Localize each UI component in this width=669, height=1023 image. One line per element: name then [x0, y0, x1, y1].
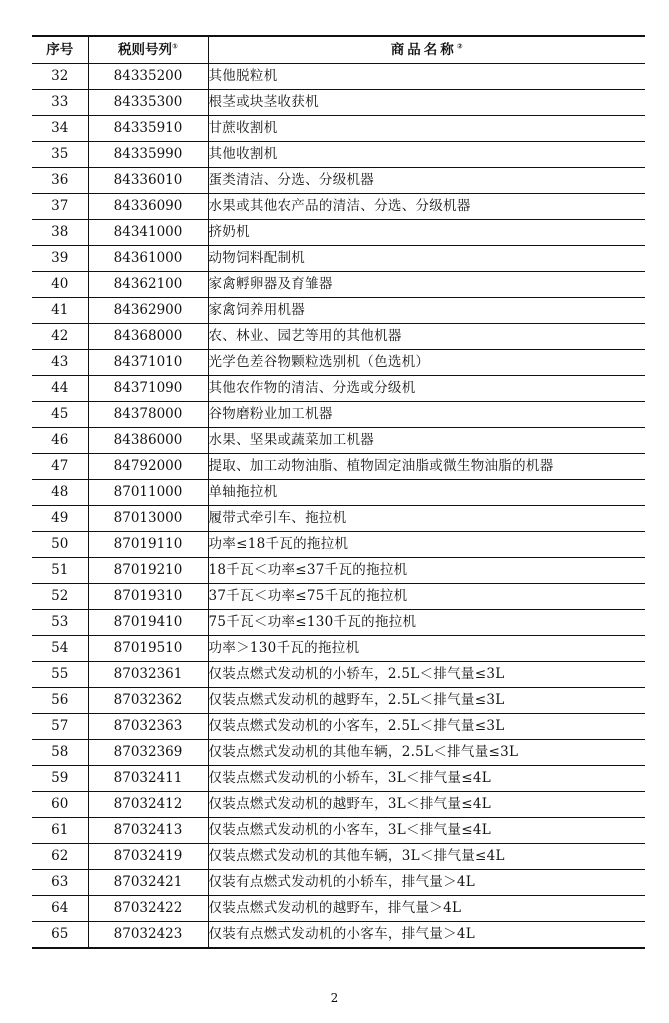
- commodity-name-cell: 谷物磨粉业加工机器: [208, 402, 645, 428]
- serial-number-cell: 43: [32, 350, 88, 376]
- footnote-marker-1: ①: [172, 42, 178, 50]
- serial-number-cell: 58: [32, 740, 88, 766]
- table-row: [32, 922, 645, 949]
- commodity-name-cell: 家禽孵卵器及育雏器: [208, 272, 645, 298]
- table-row: [32, 142, 645, 168]
- tariff-code-cell: 87032361: [88, 662, 208, 688]
- tariff-code-cell: 87032411: [88, 766, 208, 792]
- commodity-name-cell: 履带式牵引车、拖拉机: [208, 506, 645, 532]
- serial-number-cell: 56: [32, 688, 88, 714]
- serial-number-cell: 40: [32, 272, 88, 298]
- tariff-code-cell: 84341000: [88, 220, 208, 246]
- table-row: [32, 844, 645, 870]
- table-row: [32, 506, 645, 532]
- commodity-name-cell: 仅装点燃式发动机的越野车，3L＜排气量≤4L: [208, 792, 645, 818]
- commodity-name-cell: 18千瓦＜功率≤37千瓦的拖拉机: [208, 558, 645, 584]
- serial-number-cell: 41: [32, 298, 88, 324]
- serial-number-cell: 38: [32, 220, 88, 246]
- serial-number-cell: 45: [32, 402, 88, 428]
- commodity-name-cell: 仅装点燃式发动机的越野车，排气量＞4L: [208, 896, 645, 922]
- serial-number-cell: 57: [32, 714, 88, 740]
- tariff-code-cell: 87032362: [88, 688, 208, 714]
- serial-number-cell: 42: [32, 324, 88, 350]
- commodity-name-cell: 仅装点燃式发动机的越野车，2.5L＜排气量≤3L: [208, 688, 645, 714]
- table-row: [32, 766, 645, 792]
- table-row: [32, 220, 645, 246]
- commodity-name-cell: 仅装点燃式发动机的小客车，2.5L＜排气量≤3L: [208, 714, 645, 740]
- tariff-code-cell: 87019410: [88, 610, 208, 636]
- commodity-name-cell: 仅装点燃式发动机的小客车，3L＜排气量≤4L: [208, 818, 645, 844]
- serial-number-cell: 54: [32, 636, 88, 662]
- serial-number-cell: 51: [32, 558, 88, 584]
- table-row: [32, 324, 645, 350]
- serial-number-cell: 48: [32, 480, 88, 506]
- commodity-name-cell: 动物饲料配制机: [208, 246, 645, 272]
- table-row: [32, 792, 645, 818]
- table-row: [32, 168, 645, 194]
- tariff-code-cell: 84386000: [88, 428, 208, 454]
- table-row: [32, 298, 645, 324]
- tariff-code-cell: 87032412: [88, 792, 208, 818]
- header-commodity-name: [208, 36, 645, 64]
- tariff-code-cell: 87032423: [88, 922, 208, 949]
- commodity-name-cell: 农、林业、园艺等用的其他机器: [208, 324, 645, 350]
- table-row: [32, 870, 645, 896]
- serial-number-cell: 59: [32, 766, 88, 792]
- table-row: [32, 532, 645, 558]
- table-row: [32, 896, 645, 922]
- serial-number-cell: 64: [32, 896, 88, 922]
- serial-number-cell: 46: [32, 428, 88, 454]
- serial-number-cell: 60: [32, 792, 88, 818]
- tariff-code-cell: 84362900: [88, 298, 208, 324]
- table-row: [32, 688, 645, 714]
- tariff-code-cell: 87011000: [88, 480, 208, 506]
- tariff-code-cell: 84336010: [88, 168, 208, 194]
- header-row: [32, 36, 645, 64]
- tariff-code-cell: 87032421: [88, 870, 208, 896]
- table-row: [32, 740, 645, 766]
- serial-number-cell: 36: [32, 168, 88, 194]
- serial-number-cell: 47: [32, 454, 88, 480]
- commodity-name-cell: 水果、坚果或蔬菜加工机器: [208, 428, 645, 454]
- commodity-name-cell: 功率≤18千瓦的拖拉机: [208, 532, 645, 558]
- commodity-name-cell: 其他脱粒机: [208, 64, 645, 90]
- table-header: [32, 36, 645, 64]
- commodity-name-cell: 仅装点燃式发动机的小轿车，2.5L＜排气量≤3L: [208, 662, 645, 688]
- serial-number-cell: 61: [32, 818, 88, 844]
- table-row: [32, 90, 645, 116]
- commodity-name-cell: 蛋类清洁、分选、分级机器: [208, 168, 645, 194]
- serial-number-cell: 37: [32, 194, 88, 220]
- serial-number-cell: 63: [32, 870, 88, 896]
- serial-number-cell: 39: [32, 246, 88, 272]
- serial-number-cell: 44: [32, 376, 88, 402]
- tariff-code-cell: 84371090: [88, 376, 208, 402]
- table-row: [32, 194, 645, 220]
- tariff-code-cell: 84368000: [88, 324, 208, 350]
- table-row: [32, 818, 645, 844]
- table-row: [32, 64, 645, 90]
- commodity-name-cell: 家禽饲养用机器: [208, 298, 645, 324]
- table-row: [32, 116, 645, 142]
- table-row: [32, 558, 645, 584]
- header-tariff-code: [88, 36, 208, 64]
- table-row: [32, 402, 645, 428]
- tariff-code-cell: 87032422: [88, 896, 208, 922]
- commodity-name-cell: 仅装点燃式发动机的小轿车，3L＜排气量≤4L: [208, 766, 645, 792]
- footnote-marker-2: ②: [456, 42, 463, 50]
- tariff-code-cell: 84336090: [88, 194, 208, 220]
- table-row: [32, 272, 645, 298]
- serial-number-cell: 62: [32, 844, 88, 870]
- commodity-name-cell: 根茎或块茎收获机: [208, 90, 645, 116]
- serial-number-cell: 65: [51, 926, 69, 942]
- header-serial-number-label: 序号: [46, 41, 74, 58]
- serial-number-cell: 52: [32, 584, 88, 610]
- tariff-code-cell: 87019210: [88, 558, 208, 584]
- commodity-name-cell: 仅装点燃式发动机的其他车辆，3L＜排气量≤4L: [208, 844, 645, 870]
- serial-number-cell: 35: [32, 142, 88, 168]
- tariff-code-cell: 84371010: [88, 350, 208, 376]
- tariff-code-cell: 87032363: [88, 714, 208, 740]
- serial-number-cell: 53: [32, 610, 88, 636]
- table-body: [32, 64, 645, 949]
- tariff-code-cell: 84335990: [88, 142, 208, 168]
- commodity-name-cell: 其他收割机: [208, 142, 645, 168]
- tariff-code-cell: 87019510: [88, 636, 208, 662]
- commodity-name-cell: 水果或其他农产品的清洁、分选、分级机器: [208, 194, 645, 220]
- tariff-code-cell: 84335910: [88, 116, 208, 142]
- table-row: [32, 584, 645, 610]
- commodity-name-cell: 挤奶机: [208, 220, 645, 246]
- table-row: [32, 454, 645, 480]
- serial-number-cell: 34: [32, 116, 88, 142]
- commodity-name-cell: 光学色差谷物颗粒选别机（色选机）: [208, 350, 645, 376]
- tariff-code-cell: 87013000: [88, 506, 208, 532]
- commodity-name-cell: 仅装有点燃式发动机的小客车，排气量＞4L: [208, 922, 645, 949]
- serial-number-cell: 33: [32, 90, 88, 116]
- table-row: [32, 480, 645, 506]
- commodity-table: [32, 35, 645, 949]
- commodity-name-cell: 单轴拖拉机: [208, 480, 645, 506]
- commodity-name-cell: 其他农作物的清洁、分选或分级机: [208, 376, 645, 402]
- commodity-name-cell: 功率＞130千瓦的拖拉机: [208, 636, 645, 662]
- table-row: [32, 376, 645, 402]
- commodity-name-cell: 仅装有点燃式发动机的小轿车，排气量＞4L: [208, 870, 645, 896]
- tariff-code-cell: 87032413: [88, 818, 208, 844]
- header-serial-number: [32, 36, 88, 64]
- table-row: [32, 350, 645, 376]
- table-row: [32, 636, 645, 662]
- table-row: [32, 662, 645, 688]
- tariff-code-cell: 84335300: [88, 90, 208, 116]
- commodity-name-cell: 仅装点燃式发动机的其他车辆，2.5L＜排气量≤3L: [208, 740, 645, 766]
- serial-number-cell: 55: [32, 662, 88, 688]
- table-row: [32, 428, 645, 454]
- tariff-code-cell: 87019310: [88, 584, 208, 610]
- tariff-code-cell: 87032419: [88, 844, 208, 870]
- tariff-code-cell: 87019110: [88, 532, 208, 558]
- tariff-code-cell: 84361000: [88, 246, 208, 272]
- tariff-code-cell: 84335200: [88, 64, 208, 90]
- tariff-code-cell: 84362100: [88, 272, 208, 298]
- page-number: 2: [330, 991, 339, 1005]
- table-row: [32, 246, 645, 272]
- tariff-code-cell: 87032369: [88, 740, 208, 766]
- tariff-code-cell: 84792000: [88, 454, 208, 480]
- serial-number-cell: 50: [32, 532, 88, 558]
- header-tariff-code-label: 税则号列: [118, 41, 173, 58]
- serial-number-cell: 32: [32, 64, 88, 90]
- table-row: [32, 610, 645, 636]
- commodity-name-cell: 37千瓦＜功率≤75千瓦的拖拉机: [208, 584, 645, 610]
- header-commodity-name-label: 商品名称: [390, 41, 457, 58]
- tariff-code-cell: 84378000: [88, 402, 208, 428]
- serial-number-cell: 49: [32, 506, 88, 532]
- commodity-name-cell: 75千瓦＜功率≤130千瓦的拖拉机: [208, 610, 645, 636]
- table-row: [32, 714, 645, 740]
- commodity-name-cell: 提取、加工动物油脂、植物固定油脂或微生物油脂的机器: [208, 454, 645, 480]
- commodity-name-cell: 甘蔗收割机: [208, 116, 645, 142]
